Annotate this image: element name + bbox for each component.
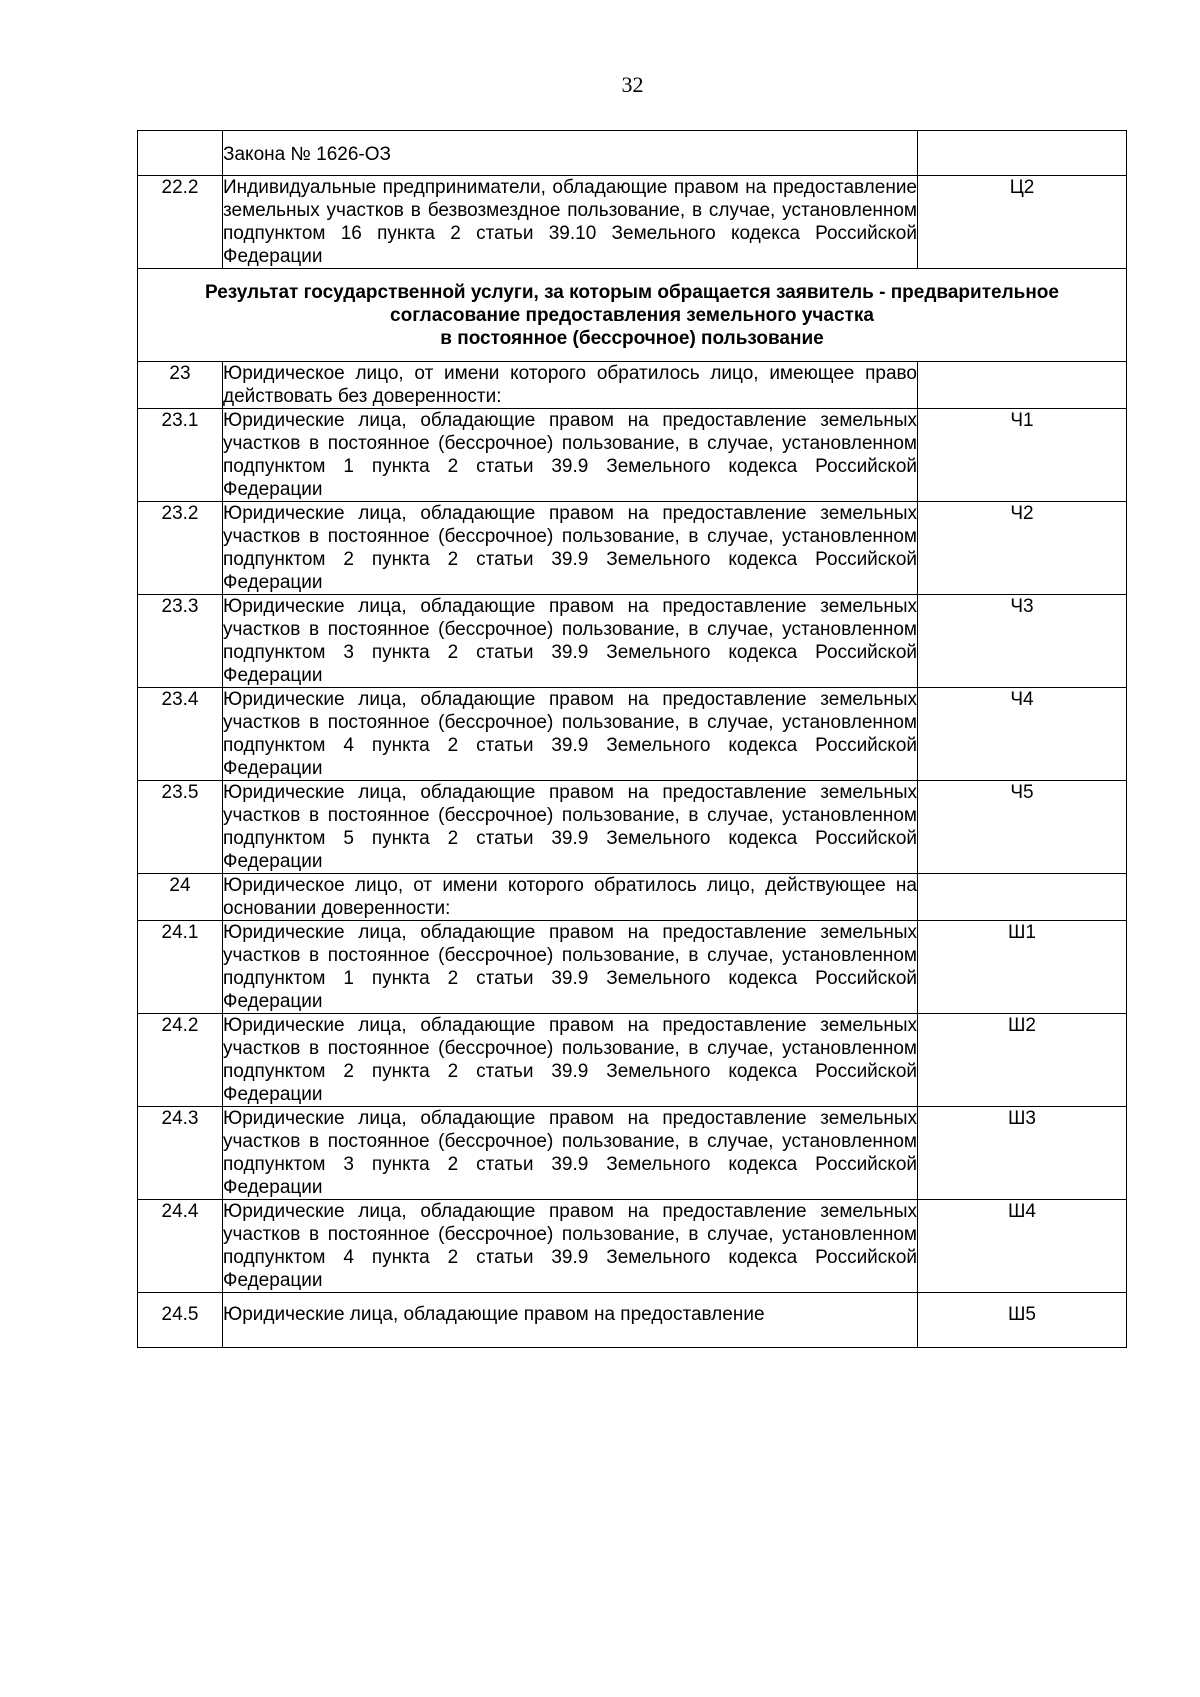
row-text: Юридические лица, обладающие правом на предоставление земельных участков в постоянное (бессрочное) пользование, в случае, установленном подпунктом 3 пункта 2 статьи 39.9 Земельного кодекса Российской Федерации	[223, 1108, 917, 1198]
row-number: 24.5	[138, 1293, 223, 1348]
row-code	[918, 362, 1127, 409]
document-table	[137, 130, 1127, 1348]
row-code: Ш2	[918, 1014, 1127, 1107]
section-header-line: Результат государственной услуги, за которым обращается заявитель - предварительное	[205, 282, 1059, 303]
row-number: 23.4	[138, 688, 223, 781]
table-row	[138, 502, 1127, 595]
table-row	[138, 1200, 1127, 1293]
row-code: Ч2	[918, 502, 1127, 595]
row-code	[918, 131, 1127, 176]
row-number: 23.2	[138, 502, 223, 595]
section-header-row	[138, 269, 1127, 362]
row-code: Ч1	[918, 409, 1127, 502]
table-row	[138, 874, 1127, 921]
row-text: Юридические лица, обладающие правом на предоставление земельных участков в постоянное (бессрочное) пользование, в случае, установленном подпунктом 2 пункта 2 статьи 39.9 Земельного кодекса Российской Федерации	[223, 503, 917, 593]
row-number	[138, 131, 223, 176]
row-code: Ч4	[918, 688, 1127, 781]
table-row	[138, 362, 1127, 409]
row-text: Закона № 1626-ОЗ	[223, 131, 918, 176]
row-code: Ц2	[918, 176, 1127, 269]
row-number: 23.5	[138, 781, 223, 874]
page-number: 32	[621, 72, 644, 97]
row-number: 24.3	[138, 1107, 223, 1200]
row-text: Юридическое лицо, от имени которого обратилось лицо, имеющее право действовать без доверенности:	[223, 363, 917, 407]
row-code: Ш5	[918, 1293, 1127, 1348]
table-row	[138, 1293, 1127, 1348]
table-row	[138, 921, 1127, 1014]
row-number: 24	[138, 874, 223, 921]
row-code: Ш1	[918, 921, 1127, 1014]
row-text: Юридические лица, обладающие правом на предоставление земельных участков в постоянное (бессрочное) пользование, в случае, установленном подпунктом 5 пункта 2 статьи 39.9 Земельного кодекса Российской Федерации	[223, 782, 917, 872]
table-row	[138, 688, 1127, 781]
section-header	[138, 269, 1127, 362]
table-row	[138, 409, 1127, 502]
table-row	[138, 595, 1127, 688]
row-text: Юридические лица, обладающие правом на предоставление земельных участков в постоянное (бессрочное) пользование, в случае, установленном подпунктом 1 пункта 2 статьи 39.9 Земельного кодекса Российской Федерации	[223, 410, 917, 500]
section-header-line: согласование предоставления земельного участка	[390, 305, 874, 326]
table-row	[138, 1014, 1127, 1107]
row-code: Ч3	[918, 595, 1127, 688]
row-text: Юридические лица, обладающие правом на предоставление	[223, 1293, 918, 1348]
row-text: Юридические лица, обладающие правом на предоставление земельных участков в постоянное (бессрочное) пользование, в случае, установленном подпунктом 2 пункта 2 статьи 39.9 Земельного кодекса Российской Федерации	[223, 1015, 917, 1105]
row-code	[918, 874, 1127, 921]
row-number: 22.2	[138, 176, 223, 269]
table-row	[138, 176, 1127, 269]
row-text: Юридическое лицо, от имени которого обратилось лицо, действующее на основании доверенности:	[223, 875, 917, 919]
row-text: Юридические лица, обладающие правом на предоставление земельных участков в постоянное (бессрочное) пользование, в случае, установленном подпунктом 1 пункта 2 статьи 39.9 Земельного кодекса Российской Федерации	[223, 922, 917, 1012]
table-row	[138, 781, 1127, 874]
row-code: Ч5	[918, 781, 1127, 874]
section-header-line: в постоянное (бессрочное) пользование	[440, 328, 824, 349]
row-number: 23.1	[138, 409, 223, 502]
table-row	[138, 1107, 1127, 1200]
row-number: 24.4	[138, 1200, 223, 1293]
row-number: 24.1	[138, 921, 223, 1014]
row-code: Ш3	[918, 1107, 1127, 1200]
row-text: Юридические лица, обладающие правом на предоставление земельных участков в постоянное (бессрочное) пользование, в случае, установленном подпунктом 4 пункта 2 статьи 39.9 Земельного кодекса Российской Федерации	[223, 689, 917, 779]
row-text: Индивидуальные предприниматели, обладающие правом на предоставление земельных участков в безвозмездное пользование, в случае, установленном подпунктом 16 пункта 2 статьи 39.10 Земельного кодекса Российской Федерации	[223, 177, 917, 267]
row-number: 23.3	[138, 595, 223, 688]
row-number: 24.2	[138, 1014, 223, 1107]
table-row	[138, 131, 1127, 176]
row-text: Юридические лица, обладающие правом на предоставление земельных участков в постоянное (бессрочное) пользование, в случае, установленном подпунктом 4 пункта 2 статьи 39.9 Земельного кодекса Российской Федерации	[223, 1201, 917, 1291]
row-code: Ш4	[918, 1200, 1127, 1293]
row-text: Юридические лица, обладающие правом на предоставление земельных участков в постоянное (бессрочное) пользование, в случае, установленном подпунктом 3 пункта 2 статьи 39.9 Земельного кодекса Российской Федерации	[223, 596, 917, 686]
row-number: 23	[138, 362, 223, 409]
